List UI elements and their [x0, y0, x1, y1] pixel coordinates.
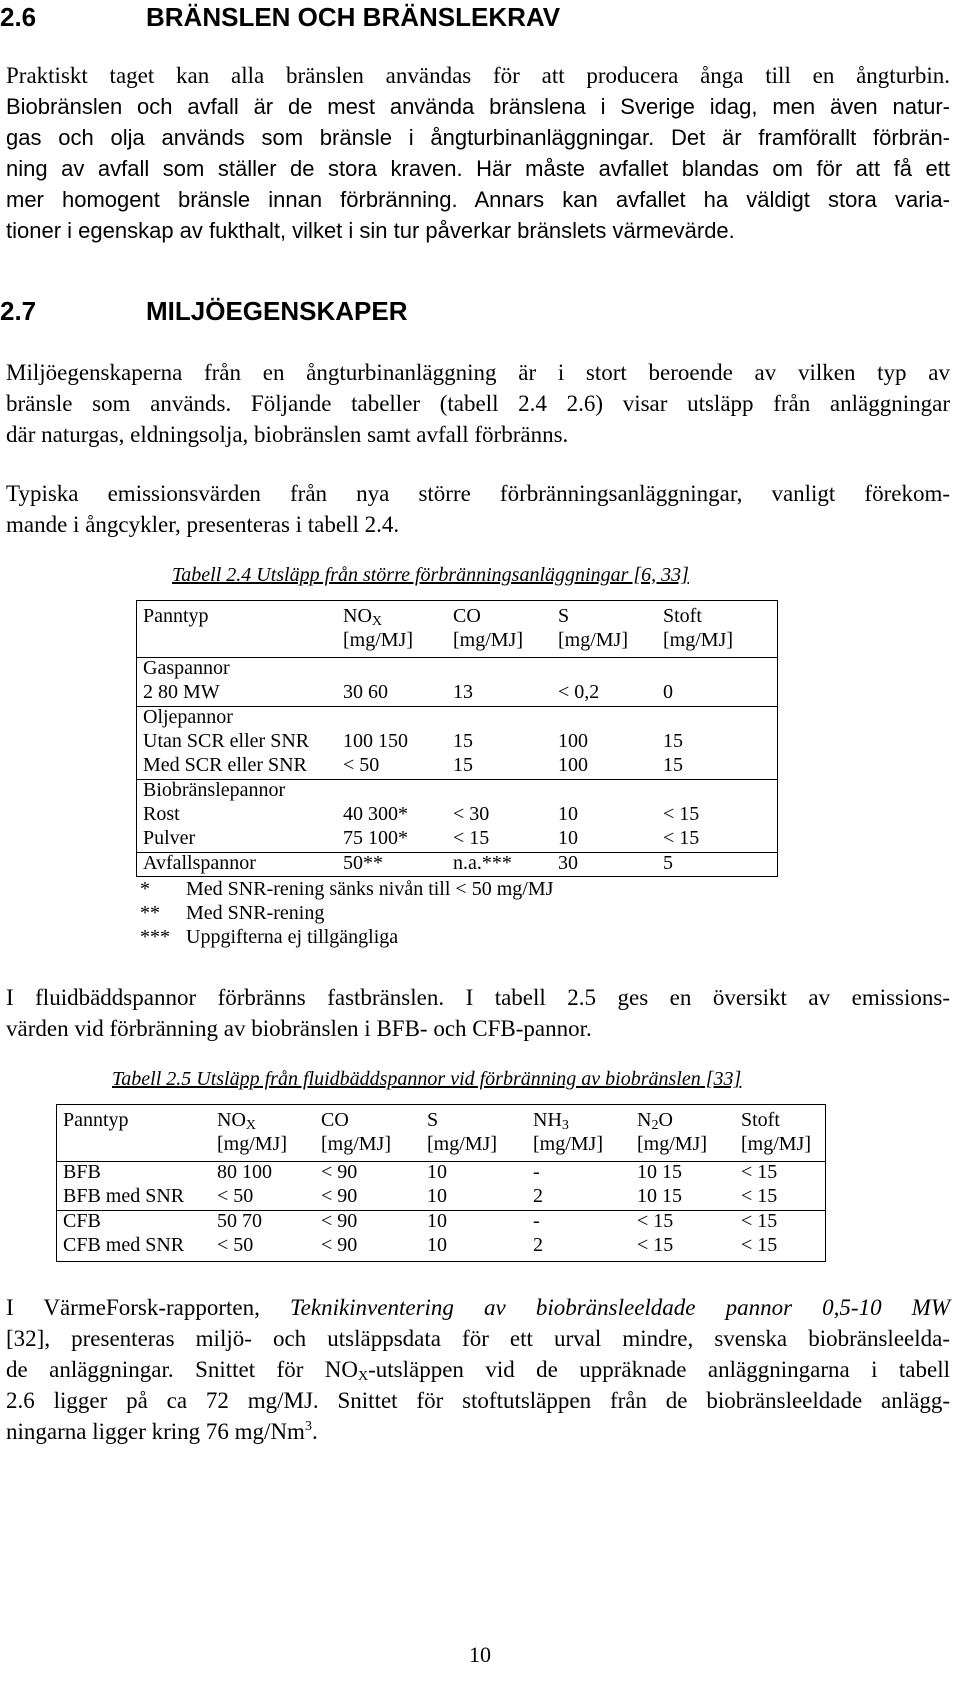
- cell-value: 30 60: [343, 681, 388, 703]
- header-nox-unit: [mg/MJ]: [217, 1133, 287, 1155]
- cell-value: 10: [427, 1210, 447, 1232]
- text-line: I VärmeForsk-rapporten, Teknikinventering av biobränsleeldade pannor 0,5-10 MW: [6, 1295, 950, 1320]
- row-label: CFB: [63, 1210, 101, 1232]
- text-line: de anläggningar. Snittet för $NO_X$-utsläppen vid de uppräknade anläggningarna i tabell: [6, 1357, 950, 1384]
- text-line: ningarna ligger kring 76 mg/Nm$^3$.: [6, 1419, 318, 1444]
- table-2-4: [136, 600, 778, 877]
- cell-value: -: [533, 1161, 540, 1183]
- text-line: där naturgas, eldningsolja, biobränslen samt avfall förbränns.: [6, 422, 569, 447]
- cell-value: 10: [427, 1161, 447, 1183]
- text-line: Praktiskt taget kan alla bränslen användas för att producera ånga till en ångturbin.: [6, 63, 950, 88]
- text-line: [32], presenteras miljö- och utsläppsdata för ett urval mindre, svenska biobränsleelda-: [6, 1326, 950, 1351]
- row-label: 2 80 MW: [143, 681, 220, 703]
- cell-value: 15: [453, 754, 473, 776]
- text-line: Biobränslen och avfall är de mest använda bränslena i Sverige idag, men även natur-: [6, 94, 950, 119]
- cell-value: < 15: [663, 803, 700, 825]
- header-stoft-unit: [mg/MJ]: [741, 1133, 811, 1155]
- header-s-unit: [mg/MJ]: [427, 1133, 497, 1155]
- cell-value: < 0,2: [558, 681, 600, 703]
- table-rule: [137, 706, 777, 707]
- cell-value: 10: [558, 803, 578, 825]
- cell-value: < 30: [453, 803, 490, 825]
- cell-value: < 15: [663, 827, 700, 849]
- footnote-text: Uppgifterna ej tillgängliga: [186, 926, 399, 948]
- text-line: mande i ångcykler, presenteras i tabell 2.4.: [6, 512, 400, 537]
- header-co: CO: [453, 605, 481, 627]
- cell-value: 10 15: [637, 1185, 682, 1207]
- cell-value: 75 100*: [343, 827, 408, 849]
- header-s: S: [558, 605, 570, 627]
- table-rule: [137, 657, 777, 658]
- row-label: Biobränslepannor: [143, 779, 286, 801]
- header-nh3: $NH_3$: [533, 1109, 569, 1133]
- cell-value: 5: [663, 852, 673, 874]
- cell-value: -: [533, 1210, 540, 1232]
- row-label: Rost: [143, 803, 180, 825]
- cell-value: 13: [453, 681, 473, 703]
- cell-value: 80 100: [217, 1161, 272, 1183]
- header-n2o-unit: [mg/MJ]: [637, 1133, 707, 1155]
- section-number: 2.7: [0, 296, 37, 326]
- header-stoft: Stoft: [741, 1109, 780, 1131]
- text-line: Typiska emissionsvärden från nya större förbränningsanläggningar, vanligt förekom-: [6, 481, 950, 506]
- cell-value: 30: [558, 852, 578, 874]
- row-label: Utan SCR eller SNR: [143, 730, 310, 752]
- cell-value: < 15: [637, 1234, 674, 1256]
- text-line: bränsle som används. Följande tabeller (tabell 2.4 2.6) visar utsläpp från anläggningar: [6, 391, 950, 416]
- cell-value: 15: [663, 730, 683, 752]
- row-label: CFB med SNR: [63, 1234, 185, 1256]
- text-line: Miljöegenskaperna från en ångturbinanläggning är i stort beroende av vilken typ av: [6, 360, 950, 385]
- header-panntyp: Panntyp: [143, 605, 209, 627]
- row-label: Gaspannor: [143, 657, 230, 679]
- cell-value: 15: [453, 730, 473, 752]
- text-line: gas och olja används som bränsle i ångturbinanläggningar. Det är framförallt förbrän-: [6, 125, 950, 150]
- cell-value: 10: [558, 827, 578, 849]
- section-title: MILJÖEGENSKAPER: [146, 296, 408, 326]
- cell-value: < 90: [321, 1210, 358, 1232]
- table-2-5-caption: Tabell 2.5 Utsläpp från fluidbäddspannor vid förbränning av biobränslen [33]: [112, 1068, 742, 1090]
- header-nox-unit: [mg/MJ]: [343, 629, 413, 651]
- cell-value: 10 15: [637, 1161, 682, 1183]
- row-label: Med SCR eller SNR: [143, 754, 307, 776]
- footnote-text: Med SNR-rening: [186, 902, 325, 924]
- cell-value: < 90: [321, 1185, 358, 1207]
- text-line: I fluidbäddspannor förbränns fastbränslen. I tabell 2.5 ges en översikt av emissions-: [6, 985, 950, 1010]
- cell-value: 10: [427, 1234, 447, 1256]
- cell-value: 100: [558, 754, 588, 776]
- text-line: mer homogent bränsle innan förbränning. Annars kan avfallet ha väldigt stora varia-: [6, 187, 950, 212]
- cell-value: n.a.***: [453, 852, 512, 874]
- paragraph-environment: [6, 357, 950, 450]
- row-label: Oljepannor: [143, 706, 233, 728]
- cell-value: 50 70: [217, 1210, 262, 1232]
- cell-value: < 15: [741, 1234, 778, 1256]
- cell-value: 50**: [343, 852, 383, 874]
- cell-value: 15: [663, 754, 683, 776]
- cell-value: < 50: [217, 1185, 254, 1207]
- cell-value: 0: [663, 681, 673, 703]
- cell-value: < 15: [741, 1210, 778, 1232]
- paragraph-fuels: [6, 60, 950, 246]
- text-line: ning av avfall som ställer de stora kraven. Här måste avfallet blandas om för att få ett: [6, 156, 950, 181]
- cell-value: < 50: [343, 754, 380, 776]
- header-nox: $NO_X$: [343, 605, 383, 629]
- header-nox: $NO_X$: [217, 1109, 257, 1133]
- footnote-marker: ***: [140, 926, 170, 948]
- cell-value: < 90: [321, 1234, 358, 1256]
- paragraph-typical-emissions: [6, 478, 950, 540]
- cell-value: < 90: [321, 1161, 358, 1183]
- row-label: BFB med SNR: [63, 1185, 185, 1207]
- section-title: BRÄNSLEN OCH BRÄNSLEKRAV: [146, 2, 561, 32]
- cell-value: < 15: [637, 1210, 674, 1232]
- cell-value: < 15: [453, 827, 490, 849]
- footnote-marker: **: [140, 902, 160, 924]
- text-line: värden vid förbränning av biobränslen i BFB- och CFB-pannor.: [6, 1016, 592, 1041]
- table-2-4-caption: Tabell 2.4 Utsläpp från större förbränningsanläggningar [6, 33]: [172, 564, 689, 586]
- header-stoft: Stoft: [663, 605, 702, 627]
- row-label: Pulver: [143, 827, 196, 849]
- cell-value: 10: [427, 1185, 447, 1207]
- footnote-text: Med SNR-rening sänks nivån till < 50 mg/MJ: [186, 878, 554, 900]
- header-co: CO: [321, 1109, 349, 1131]
- text-line: 2.6 ligger på ca 72 mg/MJ. Snittet för stoftutsläppen från de biobränsleeldade anlägg-: [6, 1388, 950, 1413]
- header-co-unit: [mg/MJ]: [321, 1133, 391, 1155]
- paragraph-varmeforsk: [6, 1292, 950, 1447]
- footnote-marker: *: [140, 878, 150, 900]
- cell-value: < 15: [741, 1161, 778, 1183]
- row-label: Avfallspannor: [143, 852, 256, 874]
- report-title: Teknikinventering av biobränsleeldade pannor 0,5-10 MW: [289, 1295, 950, 1320]
- cell-value: 2: [533, 1185, 543, 1207]
- cell-value: 2: [533, 1234, 543, 1256]
- header-co-unit: [mg/MJ]: [453, 629, 523, 651]
- section-number: 2.6: [0, 2, 37, 32]
- row-label: BFB: [63, 1161, 101, 1183]
- header-nh3-unit: [mg/MJ]: [533, 1133, 603, 1155]
- header-s-unit: [mg/MJ]: [558, 629, 628, 651]
- page-number: 10: [469, 1642, 491, 1667]
- cell-value: 100 150: [343, 730, 408, 752]
- header-panntyp: Panntyp: [63, 1109, 129, 1131]
- header-n2o: $N_2O$: [637, 1109, 673, 1133]
- cell-value: 100: [558, 730, 588, 752]
- header-stoft-unit: [mg/MJ]: [663, 629, 733, 651]
- table-2-5: [56, 1104, 826, 1262]
- text-line: tioner i egenskap av fukthalt, vilket i sin tur påverkar bränslets värmevärde.: [6, 218, 735, 243]
- cell-value: 40 300*: [343, 803, 408, 825]
- paragraph-fluidized-bed: [6, 982, 950, 1044]
- header-s: S: [427, 1109, 439, 1131]
- cell-value: < 15: [741, 1185, 778, 1207]
- cell-value: < 50: [217, 1234, 254, 1256]
